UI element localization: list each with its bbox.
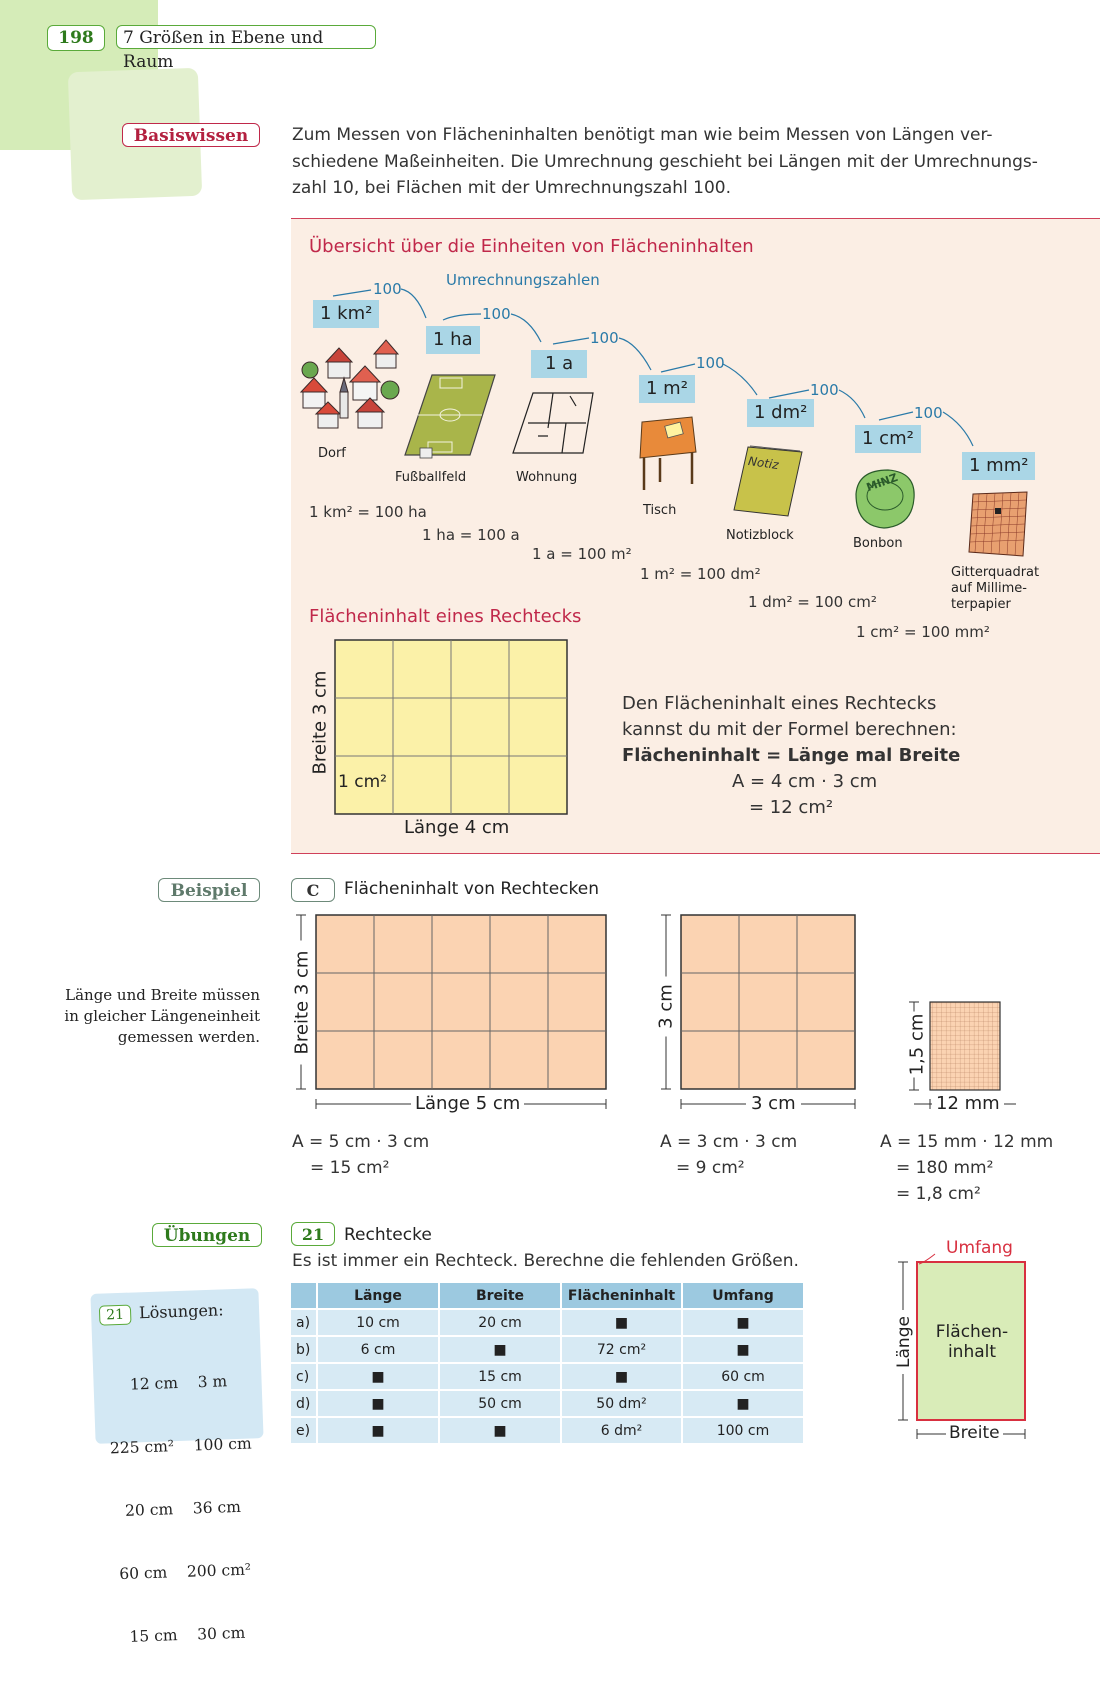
perimeter-label: Umfang [946, 1238, 1013, 1258]
conversion-number: 100 [373, 280, 402, 298]
formula-line: A = 4 cm · 3 cm [732, 771, 878, 792]
exercise-table [289, 1281, 805, 1445]
table-cell: 100 cm [683, 1418, 803, 1443]
solutions-line: 12 cm 3 m [129, 1372, 228, 1394]
example-result [880, 1129, 1053, 1207]
basiswissen-tag: Basiswissen [122, 123, 260, 147]
side-note-line: Länge und Breite müssen [65, 986, 260, 1004]
rect-length-label: Länge 4 cm [404, 817, 510, 838]
side-note [60, 985, 260, 1048]
row-label: b) [291, 1337, 316, 1362]
table-header: Länge [318, 1283, 438, 1308]
table-header: Breite [440, 1283, 560, 1308]
solutions-line: 15 cm 30 cm [129, 1623, 246, 1646]
unit-square-label: 1 cm² [338, 772, 387, 792]
village-illustration [298, 330, 408, 442]
table-cell: ■ [683, 1391, 803, 1416]
result-line: = 15 cm² [310, 1158, 390, 1178]
intro-line: Zum Messen von Flächeninhalten benötigt man wie beim Messen von Längen ver- [292, 125, 993, 145]
chapter-title: 7 Größen in Ebene und Raum [116, 25, 376, 49]
table-cell: ■ [318, 1418, 438, 1443]
result-line: = 180 mm² [896, 1158, 994, 1178]
table-row [291, 1310, 803, 1335]
overview-title: Übersicht über die Einheiten von Flächeninhalten [309, 236, 754, 257]
exercise-title: Rechtecke [344, 1225, 432, 1245]
table-cell: ■ [440, 1337, 560, 1362]
table-header-empty [291, 1283, 316, 1308]
notepad-label: Notiz [747, 453, 780, 473]
conversion-number: 100 [696, 354, 725, 372]
side-note-line: in gleicher Längeneinheit [64, 1007, 260, 1025]
unit-box-ha: 1 ha [426, 326, 480, 354]
table-cell: 6 dm² [562, 1418, 681, 1443]
table-cell: 20 cm [440, 1310, 560, 1335]
unit-box-cm2: 1 cm² [855, 425, 921, 453]
width-label: Breite [946, 1423, 1003, 1443]
exercise-text: Es ist immer ein Rechteck. Berechne die fehlenden Größen. [292, 1251, 799, 1271]
unit-box-a: 1 a [531, 350, 587, 378]
object-label: Dorf [318, 446, 346, 461]
object-label: Tisch [643, 503, 677, 518]
row-label: e) [291, 1418, 316, 1443]
side-note-line: gemessen werden. [117, 1028, 260, 1046]
example-label: C [291, 878, 335, 902]
example-rect-3x3 [660, 912, 860, 1112]
table-cell: ■ [562, 1364, 681, 1389]
result-line: A = 15 mm · 12 mm [880, 1132, 1054, 1152]
table-cell: ■ [562, 1310, 681, 1335]
conversion-equation: 1 ha = 100 a [422, 526, 520, 544]
example-length-label: 12 mm [932, 1093, 1004, 1114]
table-row [291, 1364, 803, 1389]
row-label: a) [291, 1310, 316, 1335]
conversion-equation: 1 m² = 100 dm² [640, 565, 761, 583]
example-width-label: 3 cm [656, 977, 677, 1037]
conversion-label: Umrechnungszahlen [446, 271, 600, 289]
unit-box-dm2: 1 dm² [747, 399, 814, 427]
unit-box-m2: 1 m² [639, 375, 695, 403]
table-header: Flächeninhalt [562, 1283, 681, 1308]
formula-line: Den Flächeninhalt eines Rechtecks [622, 693, 937, 714]
conversion-equation: 1 km² = 100 ha [309, 503, 427, 521]
area-label-line: Flächen- [935, 1322, 1009, 1342]
object-label: Notizblock [726, 528, 794, 543]
table-illustration [630, 412, 702, 494]
example-width-label: 1,5 cm [907, 1012, 928, 1078]
object-label-line: terpapier [951, 597, 1011, 612]
page-number: 198 [47, 25, 105, 51]
intro-line: zahl 10, bei Flächen mit der Umrechnungszahl 100. [292, 178, 731, 198]
table-header: Umfang [683, 1283, 803, 1308]
mm-grid-illustration [965, 490, 1031, 562]
length-label: Länge [894, 1310, 914, 1374]
conversion-number: 100 [914, 404, 943, 422]
unit-box-km2: 1 km² [313, 300, 379, 328]
conversion-number: 100 [590, 329, 619, 347]
solutions-line: 60 cm 200 cm² [118, 1560, 252, 1584]
result-line: A = 3 cm · 3 cm [660, 1132, 798, 1152]
table-row [291, 1337, 803, 1362]
table-cell: ■ [440, 1418, 560, 1443]
table-cell: 50 cm [440, 1391, 560, 1416]
area-label-line: inhalt [947, 1342, 997, 1362]
example-length-label: Länge 5 cm [411, 1093, 524, 1114]
candy-label: MINZ [864, 470, 900, 495]
conversion-equation: 1 cm² = 100 mm² [856, 623, 990, 641]
solutions-title: Lösungen: [138, 1300, 224, 1323]
example-width-label: Breite 3 cm [292, 941, 313, 1065]
football-field-illustration [400, 370, 500, 462]
conversion-equation: 1 dm² = 100 cm² [748, 593, 877, 611]
row-label: d) [291, 1391, 316, 1416]
table-cell: ■ [318, 1391, 438, 1416]
table-cell: 10 cm [318, 1310, 438, 1335]
rectangle-title: Flächeninhalt eines Rechtecks [309, 606, 582, 627]
table-row [291, 1418, 803, 1443]
table-header-row [291, 1283, 803, 1308]
rect-width-label: Breite 3 cm [309, 670, 331, 775]
table-cell: 15 cm [440, 1364, 560, 1389]
exercise-number: 21 [291, 1222, 335, 1246]
uebungen-tag: Übungen [152, 1223, 262, 1247]
example-title: Flächeninhalt von Rechtecken [344, 879, 599, 899]
table-cell: 60 cm [683, 1364, 803, 1389]
result-line: A = 5 cm · 3 cm [292, 1132, 430, 1152]
intro-text [292, 122, 1052, 202]
solutions-exercise-label: 21 [99, 1305, 132, 1326]
beispiel-tag: Beispiel [158, 878, 260, 902]
conversion-number: 100 [482, 305, 511, 323]
solutions-line: 20 cm 36 cm [124, 1497, 242, 1520]
example-rect-5x3 [293, 912, 613, 1112]
formula-line: kannst du mit der Formel berechnen: [622, 719, 957, 740]
example-result [660, 1129, 797, 1181]
table-cell: 72 cm² [562, 1337, 681, 1362]
object-label: Fußballfeld [395, 470, 467, 485]
solutions-line: 225 cm² 100 cm [109, 1434, 252, 1458]
conversion-number: 100 [810, 381, 839, 399]
area-label [918, 1322, 1026, 1362]
notepad-illustration [730, 442, 806, 520]
formula-block [622, 691, 960, 821]
table-row [291, 1391, 803, 1416]
table-cell: ■ [318, 1364, 438, 1389]
floor-plan-illustration [508, 388, 598, 460]
object-label: Bonbon [853, 536, 903, 551]
intro-line: schiedene Maßeinheiten. Die Umrechnung geschieht bei Längen mit der Umrechnungs- [292, 151, 1038, 172]
table-cell: ■ [683, 1310, 803, 1335]
result-line: = 9 cm² [676, 1158, 745, 1178]
row-label: c) [291, 1364, 316, 1389]
table-cell: ■ [683, 1337, 803, 1362]
solutions-box [90, 1288, 263, 1646]
object-label-line: auf Millime- [951, 581, 1027, 596]
formula-rule: Flächeninhalt = Länge mal Breite [622, 745, 961, 766]
object-label: Wohnung [516, 470, 578, 485]
table-cell: 6 cm [318, 1337, 438, 1362]
solutions-list [102, 1328, 264, 1690]
unit-box-mm2: 1 mm² [962, 452, 1035, 480]
object-label-line: Gitterquadrat [951, 565, 1040, 580]
object-label-grid [951, 565, 1039, 613]
table-cell: 50 dm² [562, 1391, 681, 1416]
example-length-label: 3 cm [746, 1093, 801, 1114]
example-result [292, 1129, 429, 1181]
formula-result: = 12 cm² [749, 797, 834, 818]
result-line: = 1,8 cm² [896, 1184, 981, 1204]
conversion-equation: 1 a = 100 m² [532, 545, 632, 563]
